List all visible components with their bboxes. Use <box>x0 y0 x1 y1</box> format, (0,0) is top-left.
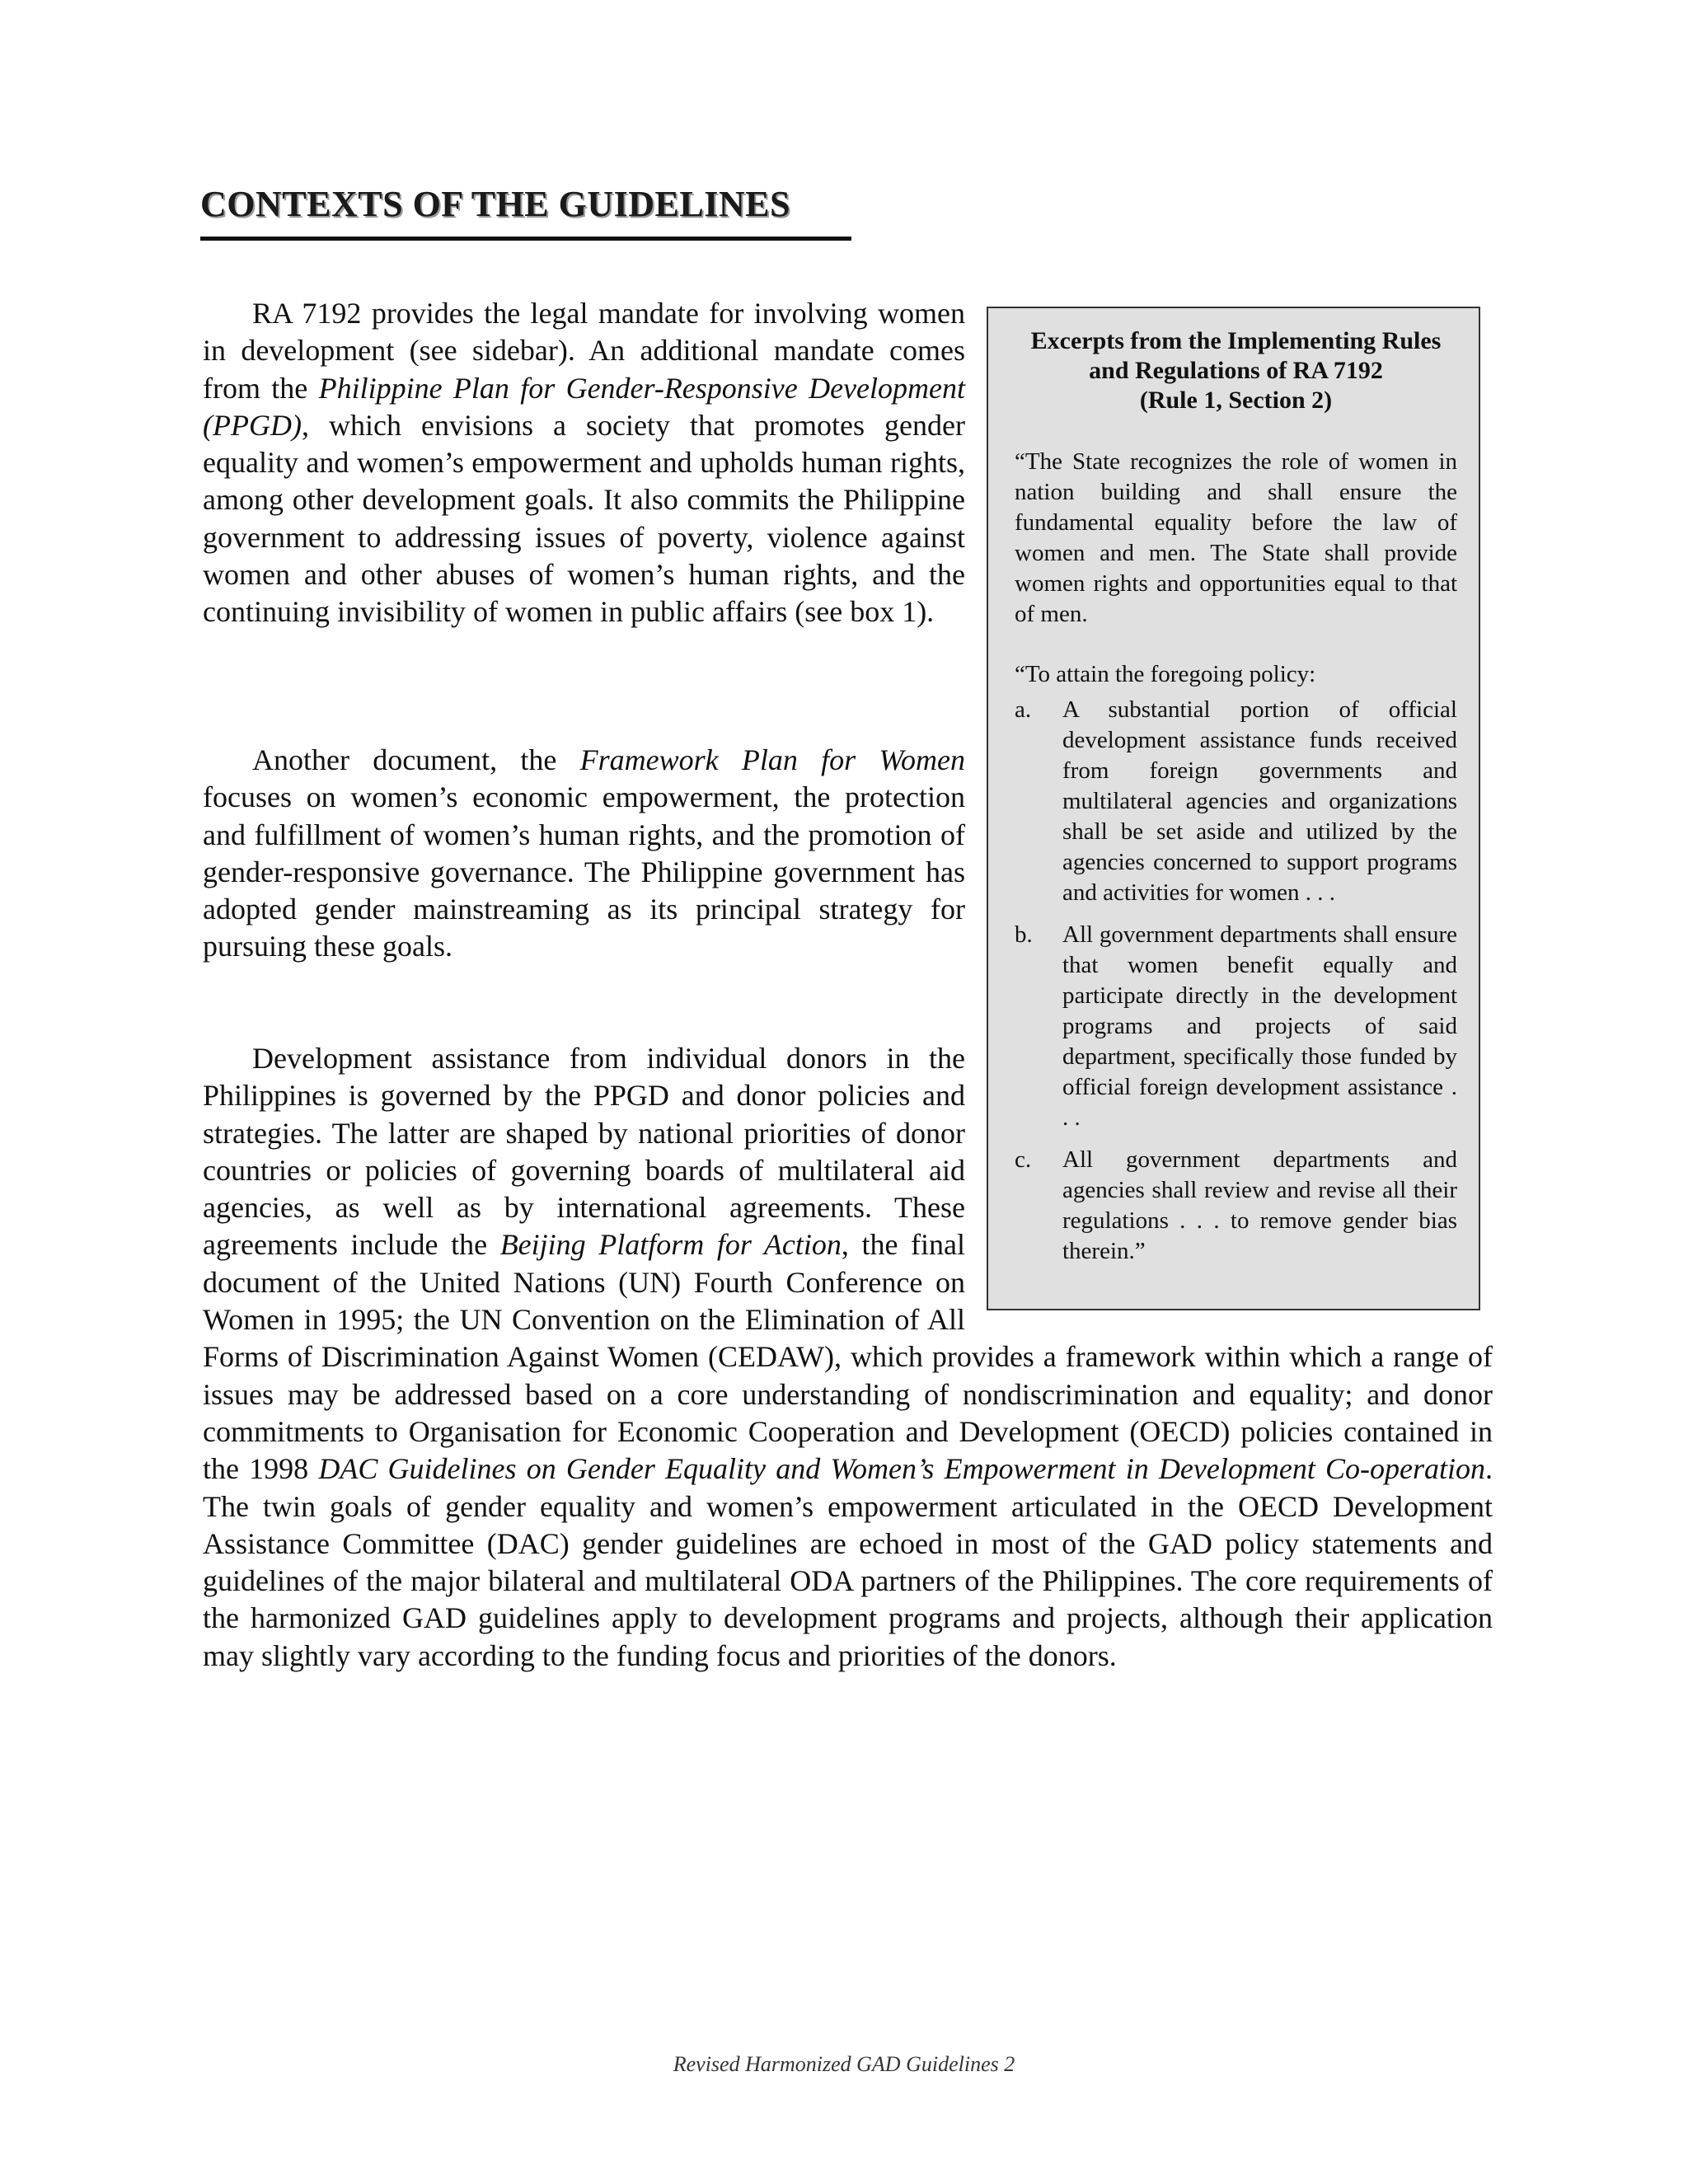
list-marker: a. <box>1015 696 1032 723</box>
paragraph-italic: Beijing Platform for Action <box>499 1228 842 1262</box>
list-item <box>1015 920 1457 1133</box>
paragraph-text: , the final document of the United Nations (UN) Fourth Conference on Women in 1995; the UN Convention on the Elimination of All Forms of Discrimination Against Women (CEDAW), which provides a framework within which a range of issues may be addressed based on a core understanding of nondiscrimination and equality; and donor commitments to Organisation for Economic Cooperation and Development (OECD) policies contained in the 1998 <box>203 1228 1493 1486</box>
list-item-text: All government departments and agencies shall review and revise all their regulations . . . to remove gender bias therein.” <box>1062 1146 1457 1264</box>
paragraph-framework-plan <box>203 742 965 966</box>
paragraph-text: RA 7192 provides the legal mandate for involving women in development (see sidebar). An additional mandate comes from the <box>203 297 965 405</box>
paragraph-text: . The twin goals of gender equality and women’s empowerment articulated in the OECD Development Assistance Committee (DAC) gender guidelines are echoed in most of the GAD policy statements and guidelines of the major bilateral and multilateral ODA partners of the Philippines. The core requirements of the harmonized GAD guidelines apply to development programs and projects, although their application may slightly vary according to the funding focus and priorities of the donors. <box>203 1452 1493 1672</box>
list-item <box>1015 695 1457 908</box>
list-item-text: All government departments shall ensure that women benefit equally and participate directly in the development programs and projects of said department, specifically those funded by official foreign development assistance . . . <box>1062 921 1457 1131</box>
list-marker: b. <box>1015 921 1033 948</box>
paragraph-text: , which envisions a society that promotes gender equality and women’s empowerment and upholds human rights, among other development goals. It also commits the Philippine government to addressing issues of poverty, violence against women and other abuses of women’s human rights, and the continuing invisibility of women in public affairs (see box 1). <box>203 408 965 629</box>
paragraph-text: Development assistance from individual donors in the Philippines is governed by the PPGD and donor policies and strategies. The latter are shaped by national priorities of donor countries or policies of governing boards of multilateral aid agencies, as well as by international agreements. These agreements include the <box>203 1042 965 1262</box>
list-marker: c. <box>1015 1146 1032 1173</box>
sidebar-title-line: (Rule 1, Section 2) <box>1139 387 1333 414</box>
sidebar-title-line: Excerpts from the Implementing Rules <box>1030 327 1442 354</box>
sidebar-policy-list <box>1015 695 1457 1267</box>
sidebar-box-ra7192-excerpts <box>987 307 1480 1310</box>
paragraph-ra7192 <box>203 295 965 631</box>
sidebar-policy-intro: “To attain the foregoing policy: <box>1015 661 1316 687</box>
page-heading: CONTEXTS OF THE GUIDELINES <box>200 183 851 241</box>
page-footer: Revised Harmonized GAD Guidelines 2 <box>673 2052 1015 2076</box>
sidebar-title-line: and Regulations of RA 7192 <box>1089 357 1383 384</box>
sidebar-title <box>1015 326 1457 415</box>
paragraph-italic: Framework Plan for Women <box>579 743 965 776</box>
paragraph-text: Another document, the <box>252 743 580 776</box>
sidebar-quote: “The State recognizes the role of women in nation building and shall ensure the fundamental equality before the law of women and men. The State shall provide women rights and opportunities equal to that of men. <box>1015 448 1457 627</box>
paragraph-italic: Philippine Plan for Gender-Responsive Development (PPGD) <box>203 371 966 442</box>
list-item <box>1015 1145 1457 1267</box>
paragraph-text: focuses on women’s economic empowerment, the protection and fulfillment of women’s human rights, and the promotion of gender-responsive governance. The Philippine government has adopted gender mainstreaming as its principal strategy for pursuing these goals. <box>203 780 965 963</box>
paragraph-italic: DAC Guidelines on Gender Equality and Women’s Empowerment in Development Co-operation <box>318 1452 1485 1486</box>
list-item-text: A substantial portion of official development assistance funds received from foreign governments and multilateral agencies and organizations shall be set aside and utilized by the agencies concerned to support programs and activities for women . . . <box>1062 696 1457 906</box>
